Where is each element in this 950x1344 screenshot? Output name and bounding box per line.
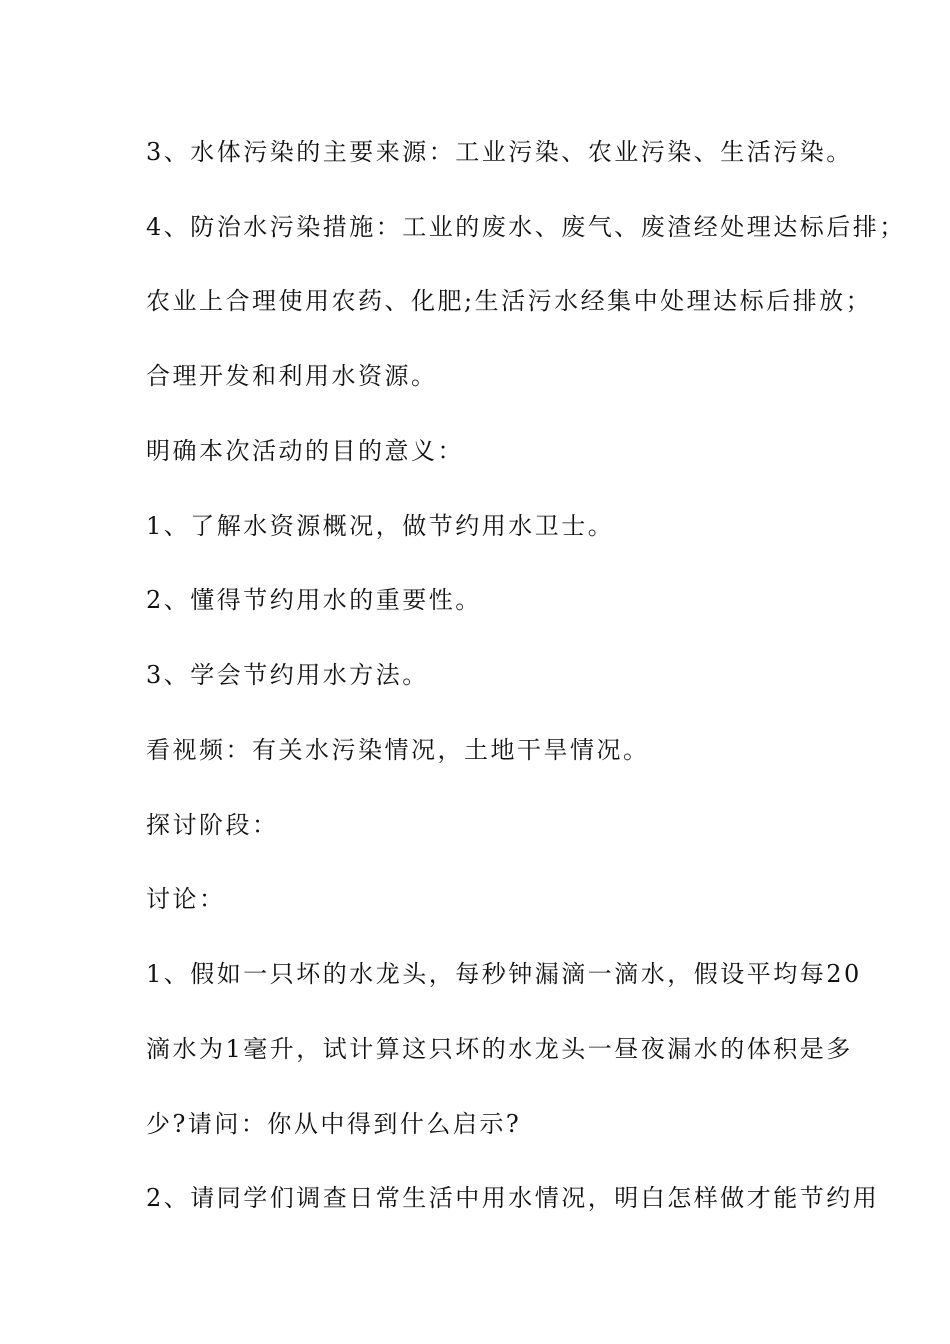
- text-line: 3、水体污染的主要来源：工业污染、农业污染、生活污染。: [146, 138, 853, 166]
- text-line: 少?请问：你从中得到什么启示?: [146, 1110, 522, 1138]
- section-heading: 探讨阶段：: [146, 811, 279, 839]
- list-item: 1、了解水资源概况，做节约用水卫士。: [146, 512, 615, 540]
- text-line: 1、假如一只坏的水龙头，每秒钟漏滴一滴水，假设平均每20: [146, 960, 862, 988]
- text-line: 滴水为1毫升，试计算这只坏的水龙头一昼夜漏水的体积是多: [146, 1035, 853, 1063]
- section-heading: 明确本次活动的目的意义：: [146, 437, 464, 465]
- text-line: 2、请同学们调查日常生活中用水情况，明白怎样做才能节约用: [146, 1184, 880, 1212]
- text-line: 看视频：有关水污染情况，土地干旱情况。: [146, 736, 650, 764]
- list-item: 3、学会节约用水方法。: [146, 661, 429, 689]
- text-line: 农业上合理使用农药、化肥;生活污水经集中处理达标后排放；: [146, 287, 873, 315]
- section-heading: 讨论：: [146, 885, 226, 913]
- text-line: 4、防治水污染措施：工业的废水、废气、废渣经处理达标后排；: [146, 213, 906, 241]
- text-line: 合理开发和利用水资源。: [146, 362, 438, 390]
- list-item: 2、懂得节约用水的重要性。: [146, 586, 482, 614]
